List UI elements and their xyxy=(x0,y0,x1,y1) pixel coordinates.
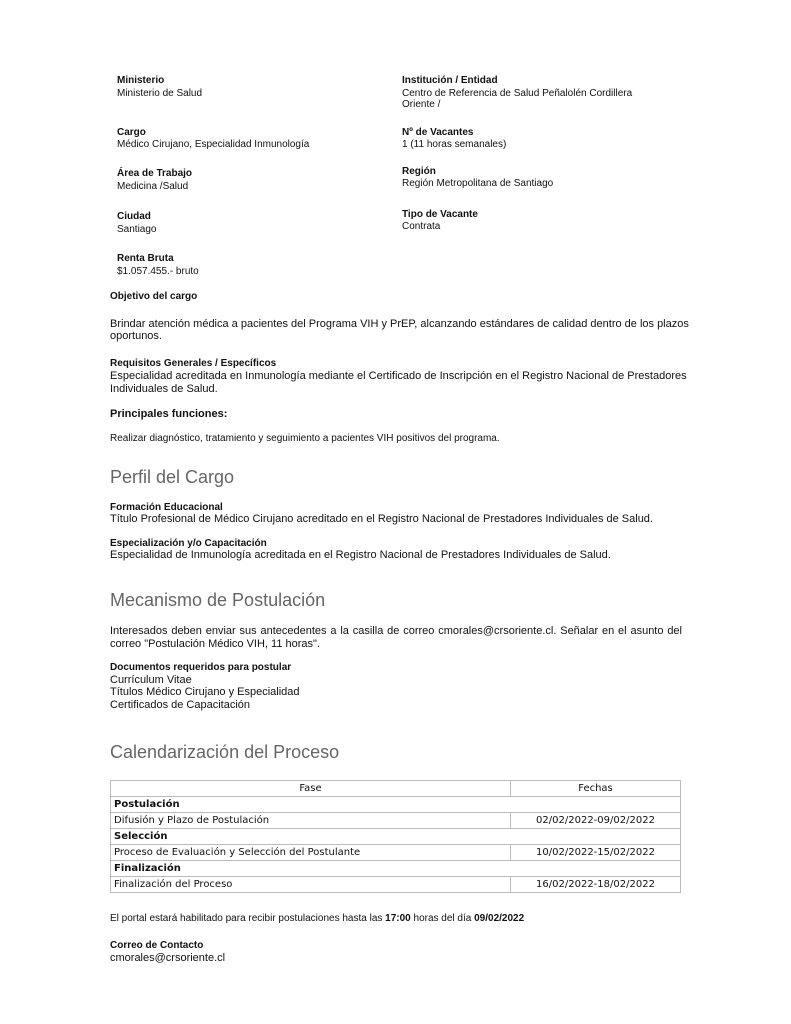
area-value: Medicina /Salud xyxy=(117,181,189,192)
ministerio-value: Ministerio de Salud xyxy=(117,88,203,99)
requisitos-label: Requisitos Generales / Específicos xyxy=(110,358,277,369)
perfil-title: Perfil del Cargo xyxy=(110,467,235,487)
documentos-label: Documentos requeridos para postular xyxy=(110,662,292,673)
especializacion-label: Especialización y/o Capacitación xyxy=(110,538,267,549)
table-row xyxy=(111,861,681,877)
institucion-value-line2: Oriente / xyxy=(402,99,441,110)
portal-note-prefix: El portal estará habilitado para recibir postulaciones hasta las xyxy=(110,913,386,924)
table-header-row xyxy=(111,781,681,797)
cargo-value: Médico Cirujano, Especialidad Inmunología xyxy=(117,139,310,150)
documento-item: Títulos Médico Cirujano y Especialidad xyxy=(110,686,300,698)
formacion-text: Título Profesional de Médico Cirujano acreditado en el Registro Nacional de Prestadores Individuales de Salud. xyxy=(110,513,653,525)
fase-cell: Difusión y Plazo de Postulación xyxy=(111,813,511,829)
group-postulacion: Postulación xyxy=(111,797,681,813)
portal-note-fecha: 09/02/2022 xyxy=(474,913,525,924)
mecanismo-text-line1: Interesados deben enviar sus antecedentes a la casilla de correo cmorales@crsoriente.cl. Señalar en el asunto del xyxy=(110,625,682,637)
ciudad-value: Santiago xyxy=(117,224,157,235)
requisitos-text-line1: Especialidad acreditada en Inmunología mediante el Certificado de Inscripción en el Registro Nacional de Prestadores xyxy=(110,370,687,382)
fase-cell: Finalización del Proceso xyxy=(111,877,511,893)
fecha-cell: 16/02/2022-18/02/2022 xyxy=(511,877,681,893)
objetivo-text-line2: oportunos. xyxy=(110,330,162,342)
table-row xyxy=(111,877,681,893)
tipo-vacante-value: Contrata xyxy=(402,221,441,232)
funciones-label: Principales funciones: xyxy=(110,408,228,420)
renta-value: $1.057.455.- bruto xyxy=(117,266,199,277)
area-label: Área de Trabajo xyxy=(117,168,193,179)
table-row xyxy=(111,845,681,861)
portal-note xyxy=(110,913,524,925)
mecanismo-text-line2: correo "Postulación Médico VIH, 11 horas". xyxy=(110,638,320,650)
table-row xyxy=(111,797,681,813)
ministerio-label: Ministerio xyxy=(117,75,165,86)
requisitos-text-line2: Individuales de Salud. xyxy=(110,383,218,395)
region-label: Región xyxy=(402,166,436,177)
objetivo-label: Objetivo del cargo xyxy=(110,291,198,302)
group-finalizacion: Finalización xyxy=(111,861,681,877)
col-fechas-header: Fechas xyxy=(511,781,681,797)
calendario-title: Calendarización del Proceso xyxy=(110,742,340,762)
institucion-label: Institución / Entidad xyxy=(402,75,498,86)
objetivo-text-line1: Brindar atención médica a pacientes del Programa VIH y PrEP, alcanzando estándares de calidad dentro de los plazos xyxy=(110,318,689,330)
portal-note-hora: 17:00 xyxy=(385,913,411,924)
contacto-email[interactable]: cmorales@crsoriente.cl xyxy=(110,952,226,964)
col-fase-header: Fase xyxy=(111,781,511,797)
ciudad-label: Ciudad xyxy=(117,211,151,222)
formacion-label: Formación Educacional xyxy=(110,502,223,513)
documento-item: Certificados de Capacitación xyxy=(110,699,251,711)
especializacion-text: Especialidad de Inmunología acreditada en el Registro Nacional de Prestadores Individuales de Salud. xyxy=(110,549,611,561)
table-row xyxy=(111,829,681,845)
portal-note-middle: horas del día xyxy=(410,913,475,924)
vacantes-value: 1 (11 horas semanales) xyxy=(402,139,507,150)
institucion-value-line1: Centro de Referencia de Salud Peñalolén Cordillera xyxy=(402,88,633,99)
calendario-table xyxy=(110,780,681,893)
fecha-cell: 10/02/2022-15/02/2022 xyxy=(511,845,681,861)
cargo-label: Cargo xyxy=(117,127,146,138)
table-row xyxy=(111,813,681,829)
funciones-text: Realizar diagnóstico, tratamiento y seguimiento a pacientes VIH positivos del programa. xyxy=(110,433,500,444)
tipo-vacante-label: Tipo de Vacante xyxy=(402,209,478,220)
group-seleccion: Selección xyxy=(111,829,681,845)
region-value: Región Metropolitana de Santiago xyxy=(402,178,554,189)
fecha-cell: 02/02/2022-09/02/2022 xyxy=(511,813,681,829)
fase-cell: Proceso de Evaluación y Selección del Postulante xyxy=(111,845,511,861)
contacto-label: Correo de Contacto xyxy=(110,940,204,951)
vacantes-label: Nº de Vacantes xyxy=(402,127,474,138)
mecanismo-title: Mecanismo de Postulación xyxy=(110,590,326,610)
documento-item: Currículum Vitae xyxy=(110,674,192,686)
renta-label: Renta Bruta xyxy=(117,253,174,264)
